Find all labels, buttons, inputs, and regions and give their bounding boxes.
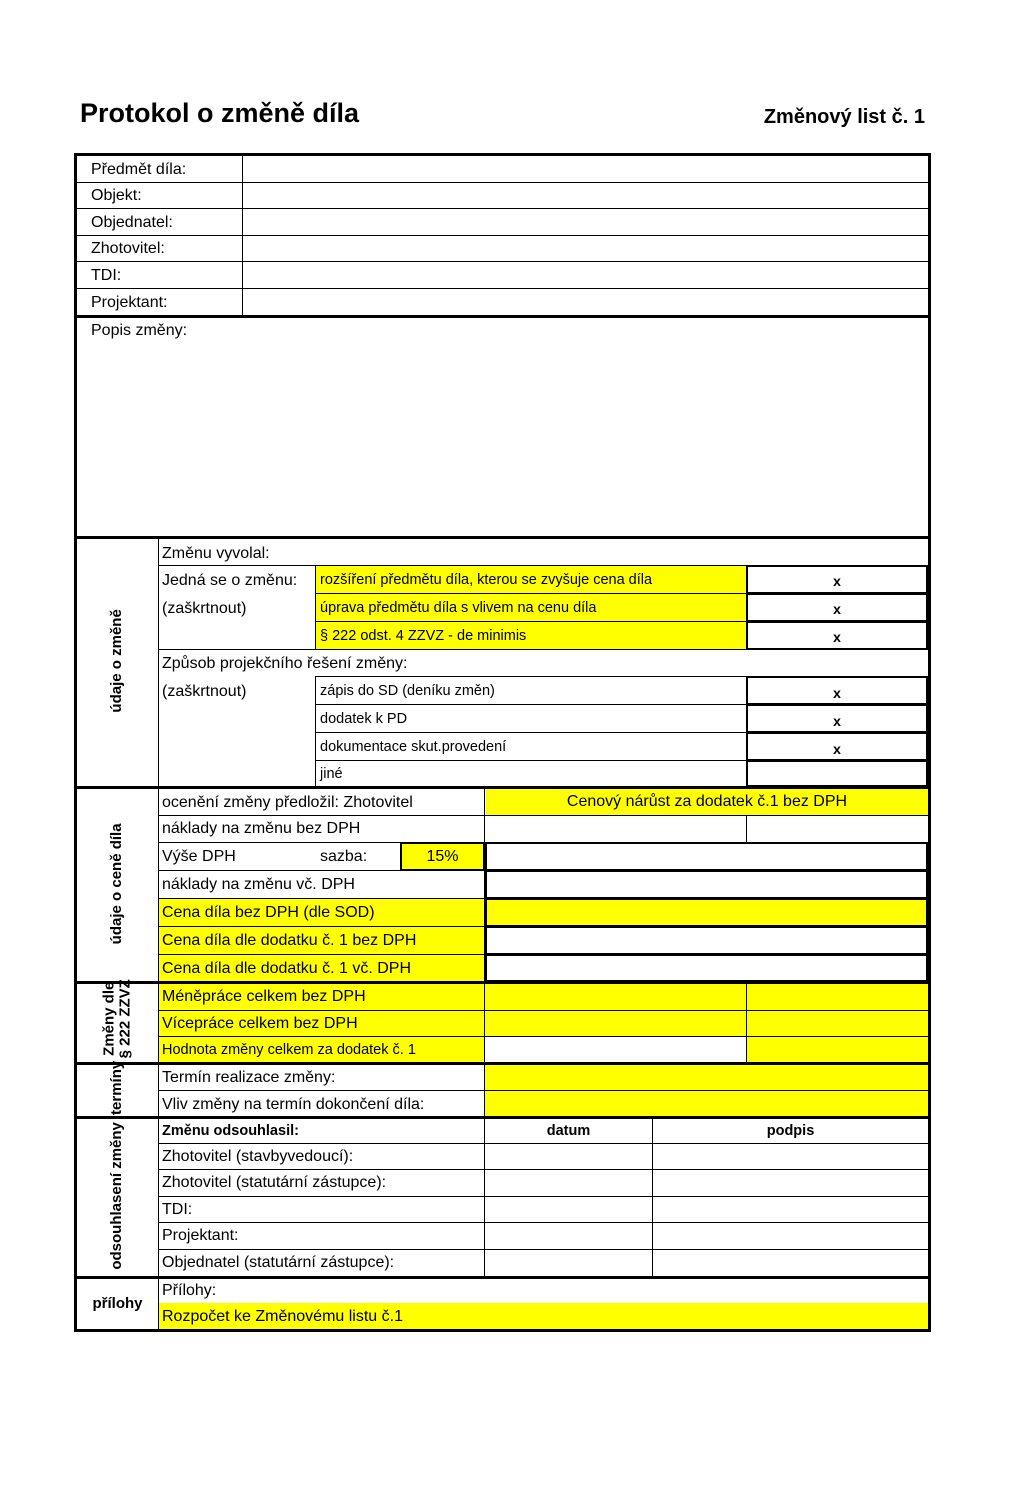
schvalovatel-2: Zhotovitel (statutární zástupce): xyxy=(162,1174,387,1191)
datum-input-1[interactable] xyxy=(486,1144,651,1168)
termin-vliv-label: Vliv změny na termín dokončení díla: xyxy=(162,1096,425,1113)
method-label-2: dodatek k PD xyxy=(320,711,408,727)
info-label-zhotovitel: Zhotovitel: xyxy=(91,240,165,257)
popis-textarea[interactable] xyxy=(80,345,929,537)
page-title: Protokol o změně díla xyxy=(80,98,360,128)
zmeny-row-3-value2[interactable] xyxy=(747,1037,928,1062)
zpusob-label: Způsob projekčního řešení změny: xyxy=(162,655,408,672)
odsouhlasil-header: Změnu odsouhlasil: xyxy=(162,1123,299,1139)
zhotovitel-input[interactable] xyxy=(244,236,927,260)
datum-input-5[interactable] xyxy=(486,1250,651,1275)
zmeny-row-1-value2[interactable] xyxy=(747,984,928,1010)
narust-label: Cenový nárůst za dodatek č.1 bez DPH xyxy=(566,793,848,810)
predlozil-label: ocenění změny předložil: Zhotovitel xyxy=(162,794,413,811)
info-label-tdi: TDI: xyxy=(91,267,122,284)
section-label-udaje-cene: údaje o ceně díla xyxy=(108,823,126,945)
zmeny-label-3: Hodnota změny celkem za dodatek č. 1 xyxy=(162,1042,416,1058)
datum-input-4[interactable] xyxy=(486,1223,651,1248)
jedna-se-label: Jedná se o změnu: xyxy=(162,572,298,589)
info-label-objekt: Objekt: xyxy=(91,187,142,204)
zmeny-row-1-value[interactable] xyxy=(485,984,746,1010)
zaskrtnout-label: (zaškrtnout) xyxy=(162,600,247,617)
vyse-dph-label: Výše DPH xyxy=(162,848,236,865)
tdi-input[interactable] xyxy=(244,262,927,287)
podpis-header: podpis xyxy=(766,1123,815,1139)
cena-dod-vc-label: Cena díla dle dodatku č. 1 vč. DPH xyxy=(162,960,412,977)
method-label-4: jiné xyxy=(320,766,343,782)
termin-realizace-value[interactable] xyxy=(485,1065,928,1090)
method-mark-2: x xyxy=(833,713,841,729)
naklady-bez-value[interactable] xyxy=(485,815,747,843)
sazba-label: sazba: xyxy=(320,848,368,865)
datum-header: datum xyxy=(546,1123,591,1139)
section-label-udaje-zmene: údaje o změně xyxy=(108,609,126,713)
termin-vliv-value[interactable] xyxy=(485,1091,928,1116)
objekt-input[interactable] xyxy=(244,183,927,207)
method-mark-3: x xyxy=(833,741,841,757)
schvalovatel-3: TDI: xyxy=(162,1201,193,1218)
datum-input-2[interactable] xyxy=(486,1170,651,1195)
schvalovatel-5: Objednatel (statutární zástupce): xyxy=(162,1254,395,1271)
method-label-3: dokumentace skut.provedení xyxy=(320,739,507,755)
cena-sod-label: Cena díla bez DPH (dle SOD) xyxy=(162,904,375,921)
predmet-input[interactable] xyxy=(244,157,927,181)
popis-label: Popis změny: xyxy=(91,322,188,339)
type-label-2: úprava předmětu díla s vlivem na cenu díla xyxy=(320,600,597,616)
cena-dod-vc-value[interactable] xyxy=(485,954,928,982)
method-label-1: zápis do SD (deníku změn) xyxy=(320,683,495,699)
zmeny-row-2-value[interactable] xyxy=(485,1011,746,1036)
section-label-odsouhlaseni: odsouhlasení změny xyxy=(108,1122,126,1270)
termin-realizace-label: Termín realizace změny: xyxy=(162,1069,336,1086)
zaskrtnout2-label: (zaškrtnout) xyxy=(162,683,247,700)
section-label-terminy: termíny xyxy=(108,1060,126,1115)
cena-sod-value[interactable] xyxy=(485,898,928,927)
objednatel-input[interactable] xyxy=(244,209,927,234)
info-label-objednatel: Objednatel: xyxy=(91,214,173,231)
naklady-vc-label: náklady na změnu vč. DPH xyxy=(162,876,355,893)
type-label-1: rozšíření předmětu díla, kterou se zvyšuje cena díla xyxy=(320,572,653,588)
cena-dod-bez-value[interactable] xyxy=(485,926,928,955)
datum-input-3[interactable] xyxy=(486,1197,651,1221)
method-mark-1: x xyxy=(833,685,841,701)
section-label-prilohy: přílohy xyxy=(92,1295,143,1312)
zmeny-row-2-value2[interactable] xyxy=(747,1011,928,1036)
type-mark-1: x xyxy=(833,573,841,589)
sazba-value: 15% xyxy=(426,848,459,865)
zmeny-label-2: Vícepráce celkem bez DPH xyxy=(162,1015,358,1032)
section-label-zmeny-line2: § 222 ZZVZ xyxy=(116,979,133,1059)
section-label-zmeny-line1: Změny dle xyxy=(100,981,118,1056)
vyvolal-label: Změnu vyvolal: xyxy=(162,545,270,562)
cena-dod-bez-label: Cena díla dle dodatku č. 1 bez DPH xyxy=(162,932,417,949)
sheet-number: Změnový list č. 1 xyxy=(763,106,925,128)
vyse-dph-value[interactable] xyxy=(485,842,928,871)
type-label-3: § 222 odst. 4 ZZVZ - de minimis xyxy=(320,628,527,644)
projektant-input[interactable] xyxy=(244,289,927,315)
type-mark-2: x xyxy=(833,601,841,617)
prilohy-label: Přílohy: xyxy=(162,1282,217,1299)
info-label-predmet: Předmět díla: xyxy=(91,161,187,178)
schvalovatel-4: Projektant: xyxy=(162,1227,239,1244)
type-mark-3: x xyxy=(833,629,841,645)
naklady-vc-value[interactable] xyxy=(485,870,928,899)
info-label-projektant: Projektant: xyxy=(91,294,168,311)
method-checkbox-4[interactable] xyxy=(746,760,928,787)
naklady-bez-label: náklady na změnu bez DPH xyxy=(162,820,361,837)
prilohy-item[interactable]: Rozpočet ke Změnovému listu č.1 xyxy=(162,1308,403,1325)
zmeny-row-3-value[interactable] xyxy=(485,1037,746,1062)
schvalovatel-1: Zhotovitel (stavbyvedoucí): xyxy=(162,1148,354,1165)
zmeny-label-1: Méněpráce celkem bez DPH xyxy=(162,988,366,1005)
